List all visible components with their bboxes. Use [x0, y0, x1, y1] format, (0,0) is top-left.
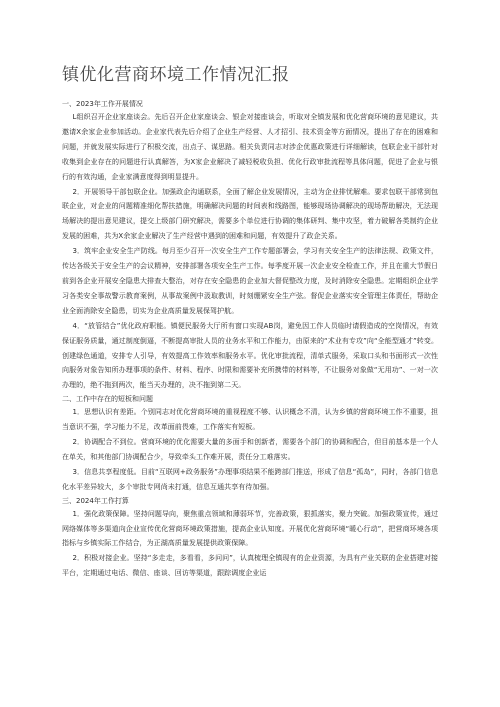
paragraph: 2．开展领导干部包联企业。加强政企沟通联系，全面了解企业发展情况，主动为企业排忧解难。要求包联干部常到包联企业，对企业的问题精准细化帮扶措施，明确解决问题的时间表和线路图，能够现场协调解决的现场帮助解决，无法现场解决的提出意见建议，提交上级部门研究解决，需要多个单位进行协调的集体研判、集中攻坚，着力破解各类制约企业发展的困难，共为X余家企业解决了生产经营中遇到的困难和问题，有效提升了政企关系。	[62, 187, 438, 241]
section-heading: 一、2023年工作开展情况	[62, 100, 143, 108]
section-3	[62, 495, 438, 582]
section-heading: 二、工作中存在的短板和问题	[62, 395, 153, 404]
section-1	[62, 98, 438, 393]
paragraph: 3．筑牢企业安全生产防线。每月至少召开一次安全生产工作专题部署会，学习有关安全生产的法律法规、政策文件，传达各级关于安全生产的会议精神，安排部署各项安全生产工作。每季度开展一次企业安全检查工作，并且在重大节假日前到各企业开展安全隐患大排查大整治，对存在安全隐患的企业加大督促整改力度，及时消除安全隐患。定期组织企业学习各类安全事故警示教育案例，从事故案例中汲取教训，时刻绷紧安全生产弦。督促企业落实安全管理主体责任，帮助企业全面消除安全隐患，切实为企业高质量发展保驾护航。	[62, 247, 438, 315]
paragraph: 2．协调配合不到位。营商环境的优化需要大量的多面手和创新者，需要各个部门的协调和配合，但目前基本是一个人在单关，和其他部门协调配合少，导致牵头工作难开展，责任分工难落实。	[62, 438, 438, 461]
paragraph: L组织召开企业家座谈会。先后召开企业家座谈会、银企对接座谈会，听取对全镇发展和优化营商环境的意见建议，共邀请X余家企业参加活动。企业家代表先后介绍了企业生产经营、人才招引、技术资金等方面情况，提出了存在的困难和问题，并就发展实际进行了积极交流，出点子、谋思路。相关负责同志对涉企优惠政策进行详细解读，包联企业干部针对收集到企业存在的问题进行认真解答，为X家企业解决了减轻税收负担、优化行政审批流程等具体问题，促进了企业与银行的有效沟通，企业家满意度得到明显提升。	[62, 113, 438, 181]
paragraph: 3．信息共享程度低。目前“互联网+政务服务”办理事项结果不能跨部门推送，形成了信息“孤岛”，同时，各部门信息化水平差异较大，多个审批专网尚未打通，信息互通共享有待加强。	[62, 467, 438, 491]
paragraph: 2．积极对接企业。坚持“多走走，多看看，多问问”，认真梳理全镇现有的企业资源，为具有产业关联的企业搭建对接平台，定期通过电话、微信、座谈、回访等渠道，跟踪调度企业运	[62, 554, 438, 578]
paragraph: 1．思想认识有差距。个别同志对优化营商环境的重视程度不够、认识概念不清，认为乡镇的营商环境工作不重要，担当意识不强，学习能力不足，改革面前畏难，工作落实有短板。	[62, 408, 438, 432]
paragraph: 1．强化政策保障。坚持问题导向，聚焦重点领域和薄弱环节，完善政策，狠抓落实，聚力突破。加强政策宣传，通过网络媒体等多渠道向企业宣传优化营商环境政策措施，提高企业认知度。开展优化营商环境“暖心行动”，把营商环境各项指标与乡镇实际工作结合，为正湖高质量发展提供政策保障。	[62, 509, 438, 548]
paragraph: 4．“放管结合”优化政府职能。镇便民服务大厅所有窗口实现AB岗，避免因工作人员临时请假造成的空岗情况，有效保证服务质量，通过制度倒逼，不断提高审批人员的业务水平和工作能力，由原来的“术业有专攻”向“全能型通才”转变。创建绿色通道，安排专人引导，有效提高工作效率和服务水平。优化审批流程，清单式服务，采取口头和书面形式一次性向服务对象告知所办理事项的条件、材料、程序、时限和需要补充所携带的材料等，不让服务对象做“无用功”、一对一次办理的，绝不拖到两次，能当天办理的，决不拖到第二天。	[62, 321, 438, 390]
section-heading: 三、2024年工作打算	[62, 496, 129, 505]
section-2	[62, 393, 438, 494]
document-title: 镇优化营商环境工作情况汇报	[62, 65, 290, 85]
